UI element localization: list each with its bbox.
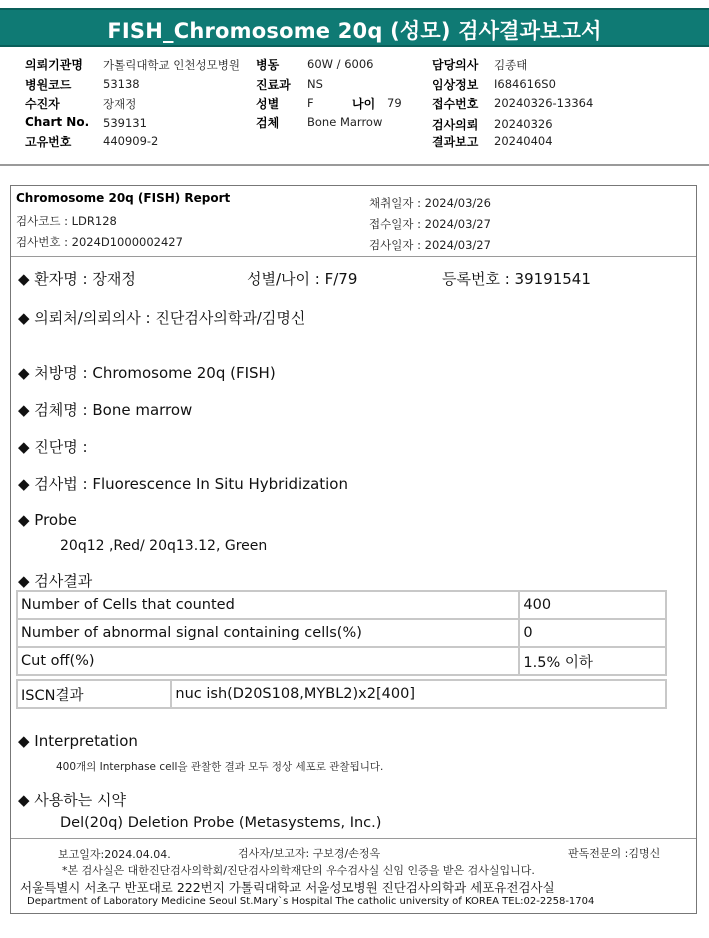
specialist: 판독전문의 :김명신 [568, 847, 661, 860]
header-label-requesting-institution: 의뢰기관명 [25, 58, 83, 72]
header-value-specimen: Bone Marrow [307, 115, 383, 129]
header-label-department: 진료과 [256, 78, 291, 92]
header-label-sex: 성별 [256, 97, 280, 111]
probe-value: 20q12 ,Red/ 20q13.12, Green [60, 538, 268, 554]
result-value-abnormal-cells: 0 [519, 619, 666, 647]
interpretation-text: 400개의 Interphase cell을 관찰한 결과 모두 정상 세포로 관찰됩니다. [56, 761, 384, 773]
header-label-physician: 담당의사 [432, 58, 479, 72]
header-label-clinical-info: 임상정보 [432, 78, 479, 92]
report-header-divider [11, 256, 696, 257]
result-table [16, 590, 667, 676]
result-value-cells-counted: 400 [519, 591, 666, 619]
header-label-unique-no: 고유번호 [25, 135, 72, 149]
header-label-chart-no: Chart No. [25, 115, 90, 129]
header-label-ward: 병동 [256, 58, 280, 72]
header-value-patient: 장재정 [103, 97, 137, 111]
header-value-hospital-code: 53138 [103, 77, 140, 91]
report-date: 보고일자:2024.04.04. [58, 848, 171, 861]
test-method: ◆ 검사법 : Fluorescence In Situ Hybridization [18, 475, 348, 493]
receipt-date: 접수일자 : 2024/03/27 [369, 217, 491, 231]
header-value-chart-no: 539131 [103, 116, 147, 130]
footer-divider [11, 838, 696, 839]
registration-number: 등록번호 : 39191541 [442, 270, 591, 288]
result-value-cut-off: 1.5% 이하 [519, 647, 666, 675]
header-separator [0, 164, 709, 166]
header-value-test-request: 20240326 [494, 117, 553, 131]
sex-age: 성별/나이 : F/79 [247, 270, 358, 288]
table-row [17, 619, 666, 647]
header-label-patient: 수진자 [25, 97, 60, 111]
collection-date: 채취일자 : 2024/03/26 [369, 196, 491, 210]
report-title: FISH_Chromosome 20q (성모) 검사결과보고서 [107, 19, 602, 43]
header-value-age: 79 [387, 96, 402, 110]
header-value-result-report: 20240404 [494, 134, 553, 148]
result-label-cut-off: Cut off(%) [17, 647, 519, 675]
test-number: 검사번호 : 2024D1000002427 [16, 235, 183, 249]
specimen-name: ◆ 검체명 : Bone marrow [18, 401, 193, 419]
header-value-requesting-institution: 가톨릭대학교 인천성모병원 [103, 58, 240, 72]
referrer: ◆ 의뢰처/의뢰의사 : 진단검사의학과/김명신 [18, 309, 306, 327]
iscn-table [16, 679, 667, 709]
header-value-clinical-info: I684616S0 [494, 77, 556, 91]
header-label-age: 나이 [352, 97, 376, 111]
prescription: ◆ 처방명 : Chromosome 20q (FISH) [18, 364, 276, 382]
result-heading: ◆ 검사결과 [18, 572, 93, 590]
patient-name: ◆ 환자명 : 장재정 [18, 270, 136, 288]
iscn-label: ISCN결과 [17, 680, 171, 708]
test-date: 검사일자 : 2024/03/27 [369, 238, 491, 252]
header-value-physician: 김종태 [494, 58, 528, 72]
probe-heading: ◆ Probe [18, 511, 77, 529]
header-value-sex: F [307, 96, 314, 110]
reporter: 검사자/보고자: 구보경/손정옥 [238, 847, 381, 860]
result-label-abnormal-cells: Number of abnormal signal containing cells(%) [17, 619, 519, 647]
address-korean: 서울특별시 서초구 반포대로 222번지 가톨릭대학교 서울성모병원 진단검사의학과 세포유전검사실 [20, 880, 555, 895]
header-value-ward: 60W / 6006 [307, 57, 374, 71]
table-row [17, 591, 666, 619]
address-english: Department of Laboratory Medicine Seoul St.Mary`s Hospital The catholic university of KOREA TEL:02-2258-1704 [27, 896, 595, 907]
interpretation-heading: ◆ Interpretation [18, 732, 138, 750]
header-label-receipt-no: 접수번호 [432, 97, 479, 111]
reagent-value: Del(20q) Deletion Probe (Metasystems, Inc.) [60, 815, 382, 831]
header-value-receipt-no: 20240326-13364 [494, 96, 594, 110]
header-value-department: NS [307, 77, 323, 91]
title-bar [0, 8, 709, 47]
report-heading: Chromosome 20q (FISH) Report [16, 191, 231, 205]
header-label-test-request: 검사의뢰 [432, 118, 479, 132]
header-value-unique-no: 440909-2 [103, 134, 159, 148]
reagent-heading: ◆ 사용하는 시약 [18, 791, 127, 809]
test-code: 검사코드 : LDR128 [16, 214, 117, 228]
diagnosis: ◆ 진단명 : [18, 438, 88, 456]
result-label-cells-counted: Number of Cells that counted [17, 591, 519, 619]
table-row [17, 680, 666, 708]
table-row [17, 647, 666, 675]
header-label-result-report: 결과보고 [432, 135, 479, 149]
certification-note: *본 검사실은 대한진단검사의학회/진단검사의학재단의 우수검사실 신임 인증을 받은 검사실입니다. [62, 864, 535, 877]
header-label-hospital-code: 병원코드 [25, 78, 72, 92]
header-label-specimen: 검체 [256, 116, 280, 130]
iscn-value: nuc ish(D20S108,MYBL2)x2[400] [171, 680, 666, 708]
